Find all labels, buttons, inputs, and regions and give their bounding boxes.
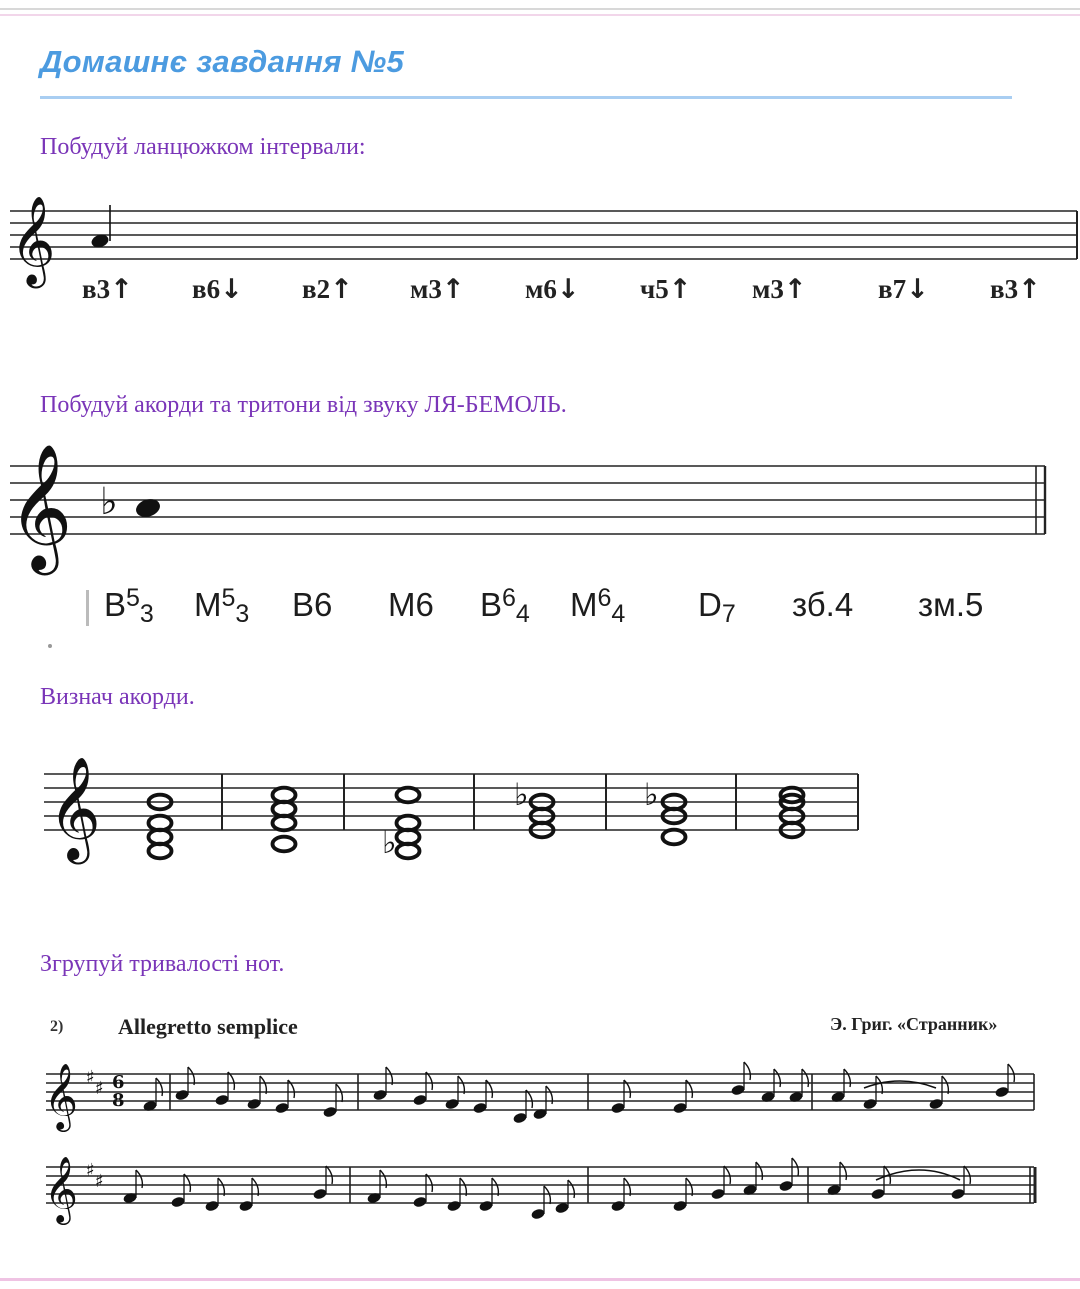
interval-name: м3 [752,274,784,304]
task3-instruction: Визнач акорди. [40,684,195,710]
chord-base: зб.4 [792,586,854,623]
chord-label [292,586,332,624]
time-signature-bottom: 8 [112,1090,125,1111]
flat-icon: ♭ [644,776,659,813]
task1-instruction: Побудуй ланцюжком інтервали: [40,134,366,160]
melody-note [478,1200,493,1213]
interval-name: м3 [410,274,442,304]
whole-note [663,830,686,845]
chord-label [480,584,530,628]
note-flag [156,1078,162,1096]
arrow-up-icon: ↑ [110,274,133,305]
chord-base: M [570,586,598,623]
melody-note [778,1180,793,1193]
interval-name: в2 [302,274,331,304]
sharp-icon: ♯ [86,1067,95,1088]
melody-note [710,1188,725,1201]
melody-note [312,1188,327,1201]
interval-label [192,274,243,305]
chord-label-row [0,586,1080,636]
whole-note [397,788,420,803]
chord-base: зм.5 [918,586,984,623]
treble-clef-icon: 𝄞 [8,443,73,571]
chord-sup: 6 [597,584,612,612]
melody-note [444,1098,459,1111]
melody-note [214,1094,229,1107]
chord-label [194,584,250,628]
interval-label [990,274,1041,305]
interval-name: м6 [525,274,557,304]
chord-sub: 3 [235,600,250,628]
interval-name: в3 [82,274,111,304]
task4-instruction: Згрупуй тривалості нот. [40,951,285,977]
arrow-up-icon: ↑ [783,274,807,305]
arrow-down-icon: ↓ [556,274,580,305]
exercise-number: 2) [50,1018,64,1035]
melody-note [472,1102,487,1115]
chord-label [104,584,154,628]
chord-base: B6 [292,586,333,623]
melody-note [174,1089,189,1102]
flat-icon: ♭ [382,824,397,861]
arrow-up-icon: ↑ [441,274,465,305]
whole-note [273,837,296,852]
arrow-up-icon: ↑ [1018,274,1041,305]
note-flag [326,1166,332,1184]
note-flag [1008,1064,1014,1082]
chord-sub: 4 [611,600,626,628]
melody-note [862,1098,877,1111]
arrow-down-icon: ↓ [220,274,243,305]
melody-note [530,1208,545,1221]
melody-note [610,1102,625,1115]
chord-label [698,586,736,628]
interval-name: ч5 [640,274,669,304]
chord-sub: 3 [139,600,154,628]
sharp-icon: ♯ [95,1171,104,1192]
note-flag [744,1062,750,1080]
stray-dot [48,644,52,648]
time-signature-top: 6 [112,1072,125,1093]
interval-label [752,274,807,305]
chord-sup: 5 [221,584,236,612]
melody-note [446,1200,461,1213]
sharp-icon: ♯ [95,1078,104,1099]
note-flag [802,1069,808,1087]
chord-base: B [480,586,503,623]
chord-label [792,586,853,624]
melody-note [928,1098,943,1111]
chord-sup: 6 [502,584,516,612]
note-flag [724,1166,730,1184]
note-flag [774,1069,780,1087]
note-flag [568,1180,574,1198]
melody-note [246,1098,261,1111]
arrow-up-icon: ↑ [330,274,353,305]
interval-name: в6 [192,274,221,304]
melody-note [238,1200,253,1213]
chord-sub: 7 [721,600,736,628]
arrow-down-icon: ↓ [906,274,929,305]
tempo-marking: Allegretto semplice [118,1014,298,1039]
melody-note [730,1084,745,1097]
chord-label [570,584,626,628]
interval-label [878,274,929,305]
melody-note [204,1200,219,1213]
note-flag [544,1186,550,1204]
treble-clef-icon: 𝄞 [44,1155,79,1223]
interval-name: в3 [990,274,1019,304]
note-flag [336,1084,342,1102]
melody-note [672,1200,687,1213]
melody-note [870,1188,885,1201]
flat-icon: ♭ [100,478,118,523]
interval-label [525,274,580,305]
melody-note [170,1196,185,1209]
page-title: Домашнє завдання №5 [40,44,405,79]
sharp-icon: ♯ [86,1160,95,1181]
melody-note [412,1196,427,1209]
note-flag [964,1166,970,1184]
treble-clef-icon: 𝄞 [10,196,56,286]
chord-sup: 5 [126,584,140,612]
chord-label [388,586,434,624]
arrow-up-icon: ↑ [668,274,692,305]
melody-note [274,1102,289,1115]
melody-note [412,1094,427,1107]
chord-base: B [104,586,127,623]
chord-base: D [698,586,722,623]
melody-note [672,1102,687,1115]
chord-base: M6 [388,586,434,623]
treble-clef-icon: 𝄞 [44,1062,79,1130]
treble-clef-icon: 𝄞 [48,756,101,861]
flat-icon: ♭ [514,776,529,813]
interval-label [82,274,133,305]
note-flag [756,1162,762,1180]
melody-note [994,1086,1009,1099]
melody-note [950,1188,965,1201]
tie [864,1081,936,1088]
note-flag [844,1069,850,1087]
chord-label [918,586,983,624]
melody-note [372,1089,387,1102]
melody-note [610,1200,625,1213]
bottom-border [0,1278,1080,1281]
chord-sub: 4 [515,600,530,628]
interval-label [640,274,691,305]
interval-name: в7 [878,274,907,304]
interval-label [302,274,353,305]
melody-note [322,1106,337,1119]
composer-credit: Э. Григ. «Странник» [830,1014,998,1034]
task2-instruction: Побудуй акорди та тритони від звуку ЛЯ-БЕМОЛЬ. [40,392,567,418]
chord-base: M [194,586,222,623]
melody-note [512,1112,527,1125]
interval-label [410,274,465,305]
note-flag [840,1162,846,1180]
